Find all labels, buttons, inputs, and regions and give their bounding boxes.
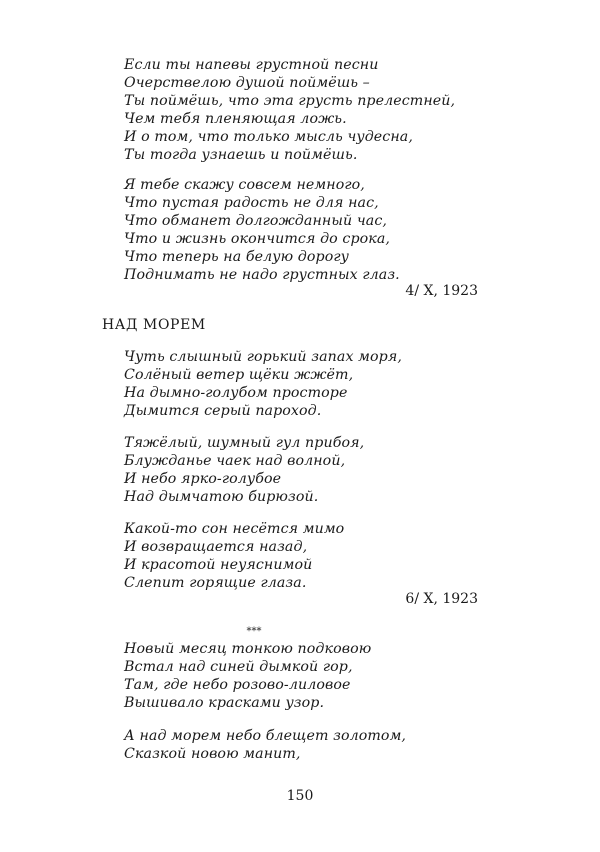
verse-line: Новый месяц тонкою подковою <box>124 641 372 657</box>
verse-line: Слепит горящие глаза. <box>124 575 307 591</box>
verse-line: И красотой неуяснимой <box>124 557 313 573</box>
verse-line: Что и жизнь окончится до срока, <box>124 231 391 247</box>
verse-line: Солёный ветер щёки жжёт, <box>124 367 354 383</box>
verse-line: Если ты напевы грустной песни <box>124 57 379 73</box>
verse-line: Поднимать не надо грустных глаз. <box>124 267 400 283</box>
poem2-stanza3 <box>124 520 524 592</box>
poem1-stanza2 <box>124 176 524 284</box>
verse-line: Ты тогда узнаешь и поймёшь. <box>124 147 358 163</box>
verse-line: Встал над синей дымкой гор, <box>124 659 353 675</box>
page-number: 150 <box>286 788 314 804</box>
verse-line: Блужданье чаек над волной, <box>124 453 346 469</box>
verse-line: Что пустая радость не для нас, <box>124 195 379 211</box>
verse-line: Что обманет долгожданный час, <box>124 213 387 229</box>
verse-line: А над морем небо блещет золотом, <box>124 728 407 744</box>
verse-line: Ты поймёшь, что эта грусть прелестней, <box>124 93 456 109</box>
poem1-stanza1 <box>124 56 524 164</box>
verse-line: Какой-то сон несётся мимо <box>124 521 345 537</box>
verse-line: Я тебе скажу совсем немного, <box>124 177 365 193</box>
poem3-stanza1 <box>124 640 524 712</box>
verse-line: Чуть слышный горький запах моря, <box>124 349 402 365</box>
poem2-date: 6/ X, 1923 <box>405 591 478 607</box>
verse-line: Чем тебя пленяющая ложь. <box>124 111 347 127</box>
poem3-stanza2 <box>124 727 524 763</box>
section-separator: *** <box>246 626 262 637</box>
verse-line: Очерствелою душой поймёшь – <box>124 75 370 91</box>
verse-line: На дымно-голубом просторе <box>124 385 348 401</box>
verse-line: И о том, что только мысль чудесна, <box>124 129 413 145</box>
verse-line: И небо ярко-голубое <box>124 471 282 487</box>
verse-line: Там, где небо розово-лиловое <box>124 677 351 693</box>
verse-line: Над дымчатою бирюзой. <box>124 489 319 505</box>
poem2-stanza1 <box>124 348 524 420</box>
poem2-stanza2 <box>124 434 524 506</box>
poem1-date: 4/ X, 1923 <box>405 283 478 299</box>
verse-line: Вышивало красками узор. <box>124 695 325 711</box>
verse-line: Тяжёлый, шумный гул прибоя, <box>124 435 365 451</box>
poem2-title: НАД МОРЕМ <box>102 317 206 333</box>
verse-line: Что теперь на белую дорогу <box>124 249 349 265</box>
verse-line: Сказкой новою манит, <box>124 746 301 762</box>
verse-line: Дымится серый пароход. <box>124 403 322 419</box>
verse-line: И возвращается назад, <box>124 539 308 555</box>
